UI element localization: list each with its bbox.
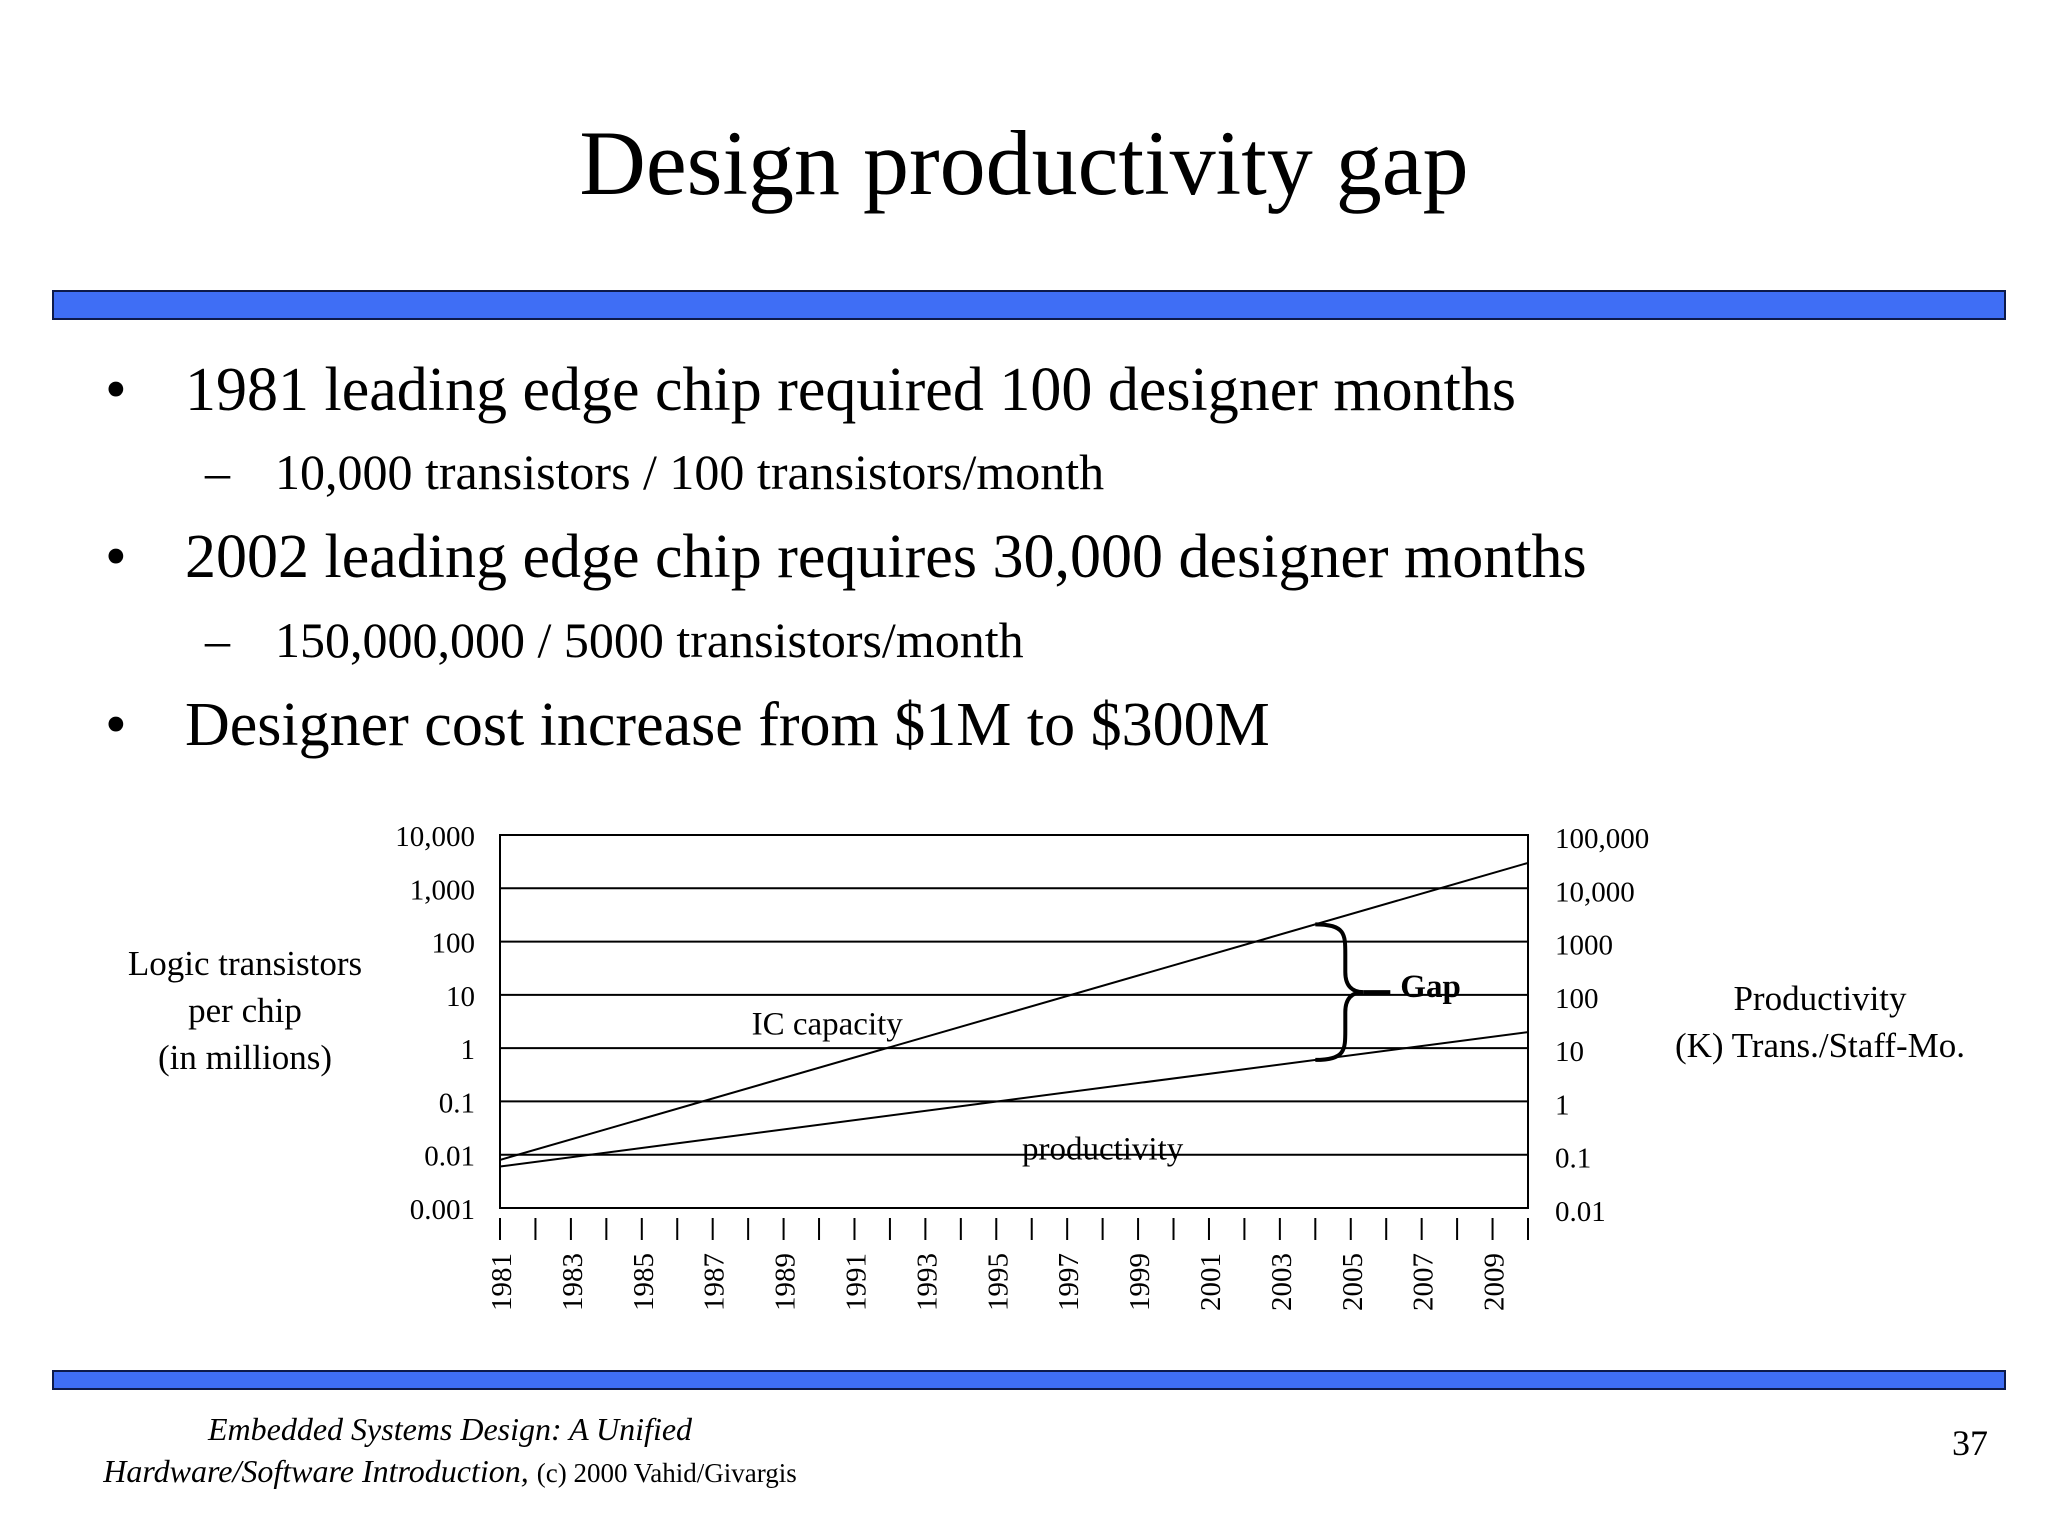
footer-line-2-plain: (c) 2000 Vahid/Givargis: [536, 1458, 797, 1488]
right-axis-label-line: Productivity: [1733, 979, 1907, 1018]
left-axis-label-line: (in millions): [157, 1038, 333, 1077]
left-axis-label-line: per chip: [188, 991, 302, 1030]
x-tick-label: 1991: [840, 1253, 873, 1311]
sub-dash: –: [205, 612, 230, 668]
plot-frame: [500, 835, 1528, 1208]
footer-line-1: Embedded Systems Design: A Unified: [207, 1411, 693, 1447]
x-tick-label: 1981: [486, 1253, 518, 1311]
left-tick-label: 0.01: [424, 1140, 475, 1173]
x-tick-label: 2007: [1407, 1253, 1440, 1311]
x-tick-label: 2003: [1265, 1253, 1298, 1311]
bullet-dot: •: [105, 691, 127, 759]
x-tick-label: 1989: [769, 1253, 802, 1311]
bullet-1-sub-text: 10,000 transistors / 100 transistors/month: [275, 444, 1105, 500]
footer-line-2-italic: Hardware/Software Introduction,: [103, 1453, 529, 1489]
sub-dash: –: [205, 444, 230, 500]
x-tick-label: 1983: [556, 1253, 589, 1311]
right-tick-label: 100: [1555, 982, 1599, 1015]
gap-label: Gap: [1400, 969, 1461, 1006]
left-tick-label: 10: [446, 980, 475, 1013]
left-tick-label: 1,000: [409, 874, 475, 907]
right-tick-label: 10,000: [1555, 876, 1635, 909]
x-tick-label: 1995: [982, 1253, 1015, 1311]
left-tick-label: 0.1: [438, 1087, 475, 1120]
x-tick-label: 1999: [1124, 1253, 1157, 1311]
productivity-line: [500, 1032, 1528, 1166]
slide-title: Design productivity gap: [579, 112, 1469, 214]
x-tick-label: 1987: [698, 1253, 731, 1311]
bullet-2-sub-text: 150,000,000 / 5000 transistors/month: [275, 612, 1024, 668]
x-tick-label: 1985: [627, 1253, 660, 1311]
left-tick-label: 100: [431, 927, 475, 960]
left-tick-label: 1: [460, 1034, 475, 1067]
x-tick-label: 2005: [1336, 1253, 1369, 1311]
productivity-label: productivity: [1021, 1131, 1184, 1168]
bottom-accent-bar: [52, 1370, 2006, 1390]
left-tick-label: 0.001: [409, 1194, 475, 1226]
ic-capacity-line: [500, 863, 1528, 1160]
x-tick-label: 2009: [1478, 1253, 1511, 1311]
left-axis-label-line: Logic transistors: [127, 944, 363, 983]
bullet-dot: •: [105, 523, 127, 591]
bullet-2-text: 2002 leading edge chip requires 30,000 designer months: [185, 523, 1587, 591]
footer-citation: [70, 1408, 830, 1494]
left-tick-label: 10,000: [395, 821, 475, 853]
gap-brace: [1315, 924, 1363, 1060]
bullet-dot: •: [105, 356, 127, 424]
ic-capacity-label: IC capacity: [751, 1006, 903, 1043]
page-number: 37: [1952, 1423, 1988, 1463]
x-tick-label: 1993: [911, 1253, 944, 1311]
right-tick-label: 0.01: [1555, 1196, 1606, 1228]
right-tick-label: 1000: [1555, 929, 1613, 962]
x-tick-label: 1997: [1053, 1253, 1086, 1311]
bullet-1-text: 1981 leading edge chip required 100 designer months: [185, 356, 1516, 424]
right-tick-label: 1: [1555, 1089, 1570, 1122]
right-tick-label: 0.1: [1555, 1142, 1592, 1175]
bullet-3-text: Designer cost increase from $1M to $300M: [185, 691, 1270, 759]
right-tick-label: 10: [1555, 1036, 1584, 1069]
right-tick-label: 100,000: [1555, 823, 1650, 855]
right-axis-label-line: (K) Trans./Staff-Mo.: [1674, 1026, 1966, 1065]
x-tick-label: 2001: [1194, 1253, 1227, 1311]
